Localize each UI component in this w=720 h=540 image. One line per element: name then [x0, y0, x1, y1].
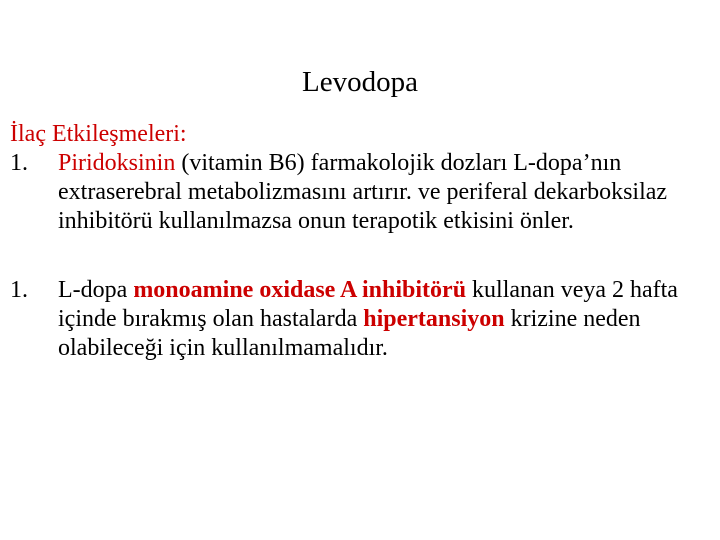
highlight-hipertansiyon: hipertansiyon	[363, 306, 505, 332]
list-item-1	[10, 149, 710, 236]
slide-title-text: Levodopa	[302, 66, 418, 98]
highlight-piridoksin: Piridoksinin	[58, 150, 176, 176]
list-item-middle: kullanan veya 2 hafta içinde bırakmış olan hastalarda	[58, 277, 678, 332]
highlight-mao-inhibitor: monoamine oxidase A inhibitörü	[133, 277, 467, 303]
section-heading: İlaç Etkileşmeleri:	[10, 121, 187, 147]
slide-title	[0, 66, 720, 99]
list-item-text: (vitamin B6) farmakolojik dozları L-dopa’nın extraserebral metabolizmasını artırır. ve periferal dekarboksilaz inhibitörü kullanılmazsa onun terapotik etkisini önler.	[58, 150, 668, 234]
list-number: 1.	[10, 150, 28, 176]
list-item-prefix: L-dopa	[58, 277, 134, 303]
slide-body	[10, 120, 710, 363]
list-number: 1.	[10, 277, 28, 303]
list-item-2	[10, 276, 710, 363]
list-item-suffix: krizine neden olabileceği için kullanılmamalıdır.	[58, 306, 641, 361]
